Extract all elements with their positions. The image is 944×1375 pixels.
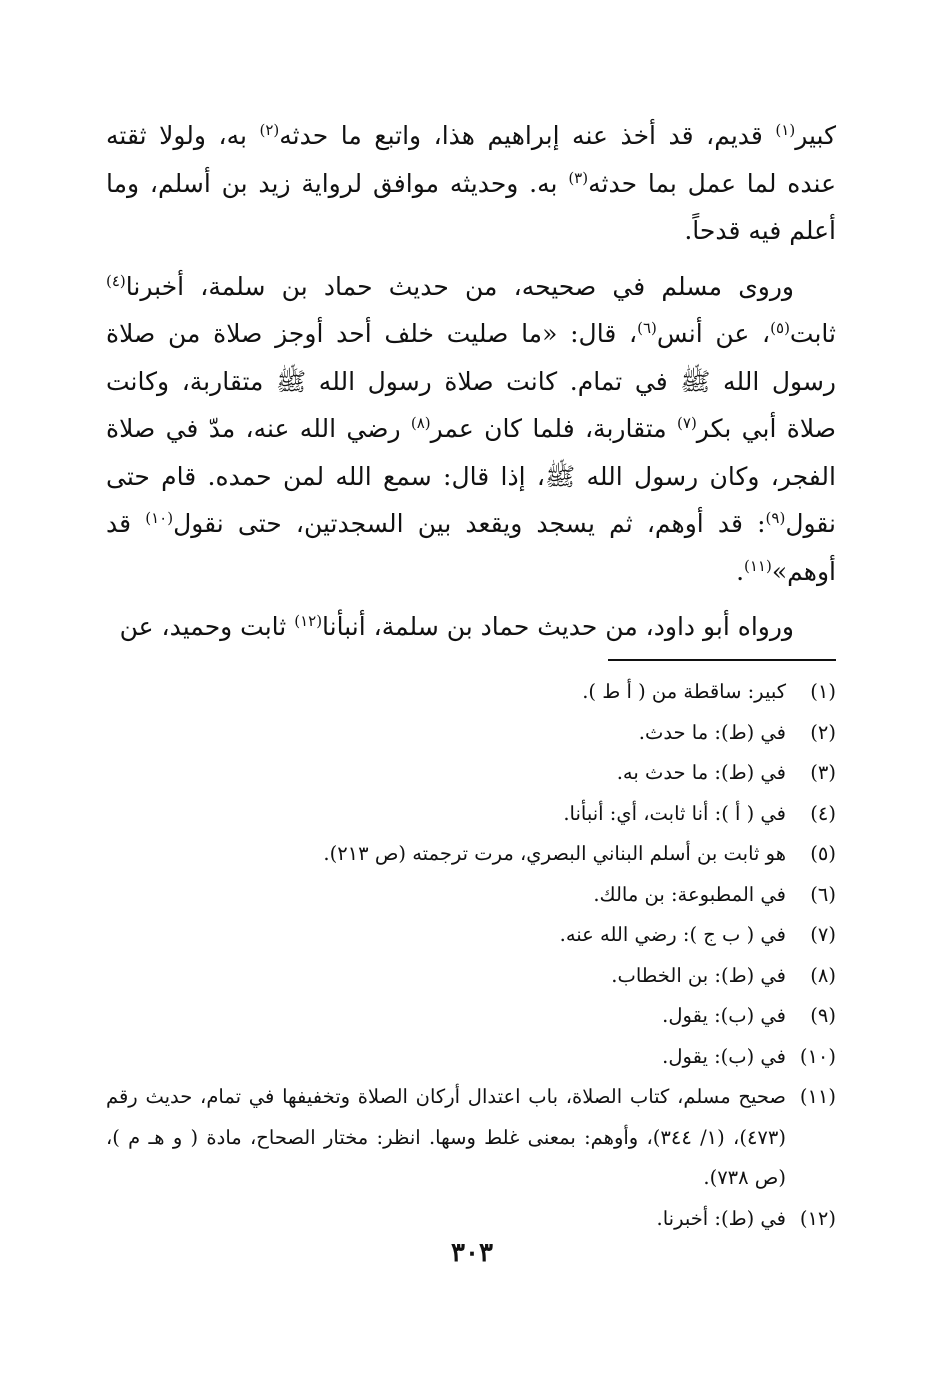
- paragraph-2: [106, 263, 836, 596]
- text-run: رضي الله عنه، مدّ في صلاة الفجر، وكان رسول الله ﷺ، إذا قال: سمع الله لمن حمده. قام حتى نقول: [106, 414, 836, 538]
- footnote-number: (١): [810, 680, 836, 703]
- footnote-text: في (ط): أخبرنا.: [656, 1206, 786, 1230]
- footnote-text: في (ب): يقول.: [662, 1044, 786, 1068]
- footnote-number: (٤): [810, 801, 836, 825]
- footnote-ref-8[interactable]: (٨): [410, 414, 431, 432]
- text-run: ثابت: [789, 319, 837, 348]
- footnote-4: [106, 794, 836, 835]
- footnote-ref-6[interactable]: (٦): [637, 319, 657, 337]
- footnote-text: كبير: ساقطة من ( أ ط ).: [582, 680, 786, 703]
- footnote-number: (٥): [810, 842, 836, 865]
- text-run: كبير: [795, 121, 836, 150]
- footnote-number: (١٠): [799, 1044, 836, 1068]
- footnote-text: في (ط): ما حدث.: [638, 720, 786, 744]
- footnote-number: (٦): [810, 882, 836, 906]
- footnote-9: [106, 996, 836, 1037]
- footnote-1: [106, 672, 836, 713]
- footnote-10: [106, 1037, 836, 1078]
- text-run: به، ولولا ثقته عنده لما عمل بما حدثه: [106, 121, 836, 198]
- footnote-ref-3[interactable]: (٣): [568, 168, 589, 187]
- footnote-text: في (ط): ما حدث به.: [616, 761, 786, 784]
- footnote-ref-11[interactable]: (١١): [744, 556, 772, 575]
- paragraph-3: [106, 603, 836, 651]
- footnote-6: [106, 875, 836, 916]
- footnote-5: [106, 834, 836, 875]
- footnote-2: [106, 713, 836, 754]
- footnote-number: (٣): [810, 761, 836, 784]
- footnote-text: في ( أ ): أنا ثابت، أي: أنبأنا.: [563, 801, 786, 825]
- footnote-3: [106, 753, 836, 794]
- text-run: ، عن أنس: [656, 319, 771, 348]
- footnote-text: في المطبوعة: بن مالك.: [593, 882, 786, 906]
- footnote-text: في ( ب ج ): رضي الله عنه.: [559, 923, 786, 946]
- footnote-ref-7[interactable]: (٧): [677, 414, 697, 432]
- footnote-ref-5[interactable]: (٥): [770, 319, 790, 337]
- footnote-7: [106, 915, 836, 956]
- footnote-number: (١١): [799, 1085, 836, 1108]
- footnote-11: [106, 1077, 836, 1199]
- text-run: ثابت وحميد، عن: [119, 612, 295, 641]
- footnote-number: (٨): [810, 963, 836, 987]
- text-run: ، قال: «ما صليت خلف أحد أوجز صلاة من صلاة رسول الله ﷺ في تمام. كانت صلاة رسول الله ﷺ متقاربة، وكانت صلاة أبي بكر: [106, 319, 837, 443]
- footnote-text: في (ط): بن الخطاب.: [611, 963, 786, 987]
- text-run: قد أوهم»: [106, 509, 836, 586]
- footnote-ref-9[interactable]: (٩): [765, 509, 786, 527]
- page-number: ٣٠٣: [451, 1238, 493, 1268]
- footnote-separator: [608, 659, 836, 661]
- footnote-number: (١٢): [799, 1206, 836, 1230]
- text-run: قديم، قد أخذ عنه إبراهيم هذا، واتبع ما حدثه: [279, 121, 776, 150]
- text-run: وروى مسلم في صحيحه، من حديث حماد بن سلمة، أخبرنا: [125, 271, 794, 301]
- main-text: [106, 112, 836, 659]
- text-run: : قد أوهم، ثم يسجد ويقعد بين السجدتين، حتى نقول: [173, 509, 766, 538]
- footnote-text: صحيح مسلم، كتاب الصلاة، باب اعتدال أركان الصلاة وتخفيفها في تمام، حديث رقم (٤٧٣)، (١/ ٣٤٤)، وأوهم: بمعنى غلط وسها. انظر: مختار الصحاح، مادة ( و هـ م )، (ص ٧٣٨).: [106, 1085, 786, 1189]
- footnote-number: (٧): [810, 923, 836, 946]
- footnote-ref-4[interactable]: (٤): [106, 271, 126, 290]
- footnote-ref-10[interactable]: (١٠): [145, 509, 174, 527]
- footnote-ref-2[interactable]: (٢): [259, 121, 280, 139]
- footnote-ref-12[interactable]: (١٢): [294, 612, 323, 630]
- text-run: متقاربة، فلما كان عمر: [430, 414, 678, 443]
- footnote-number: (٢): [810, 720, 836, 744]
- footnotes: [106, 672, 836, 1239]
- text-run: .: [736, 556, 745, 586]
- text-run: ورواه أبو داود، من حديث حماد بن سلمة، أنبأنا: [322, 612, 794, 641]
- footnote-12: [106, 1199, 836, 1240]
- footnote-number: (٩): [810, 1004, 836, 1027]
- footnote-text: في (ب): يقول.: [662, 1004, 786, 1027]
- paragraph-1: [106, 112, 836, 255]
- footnote-text: هو ثابت بن أسلم البناني البصري، مرت ترجمته (ص ٢١٣).: [323, 842, 786, 865]
- footnote-8: [106, 956, 836, 997]
- footnote-ref-1[interactable]: (١): [775, 121, 796, 139]
- text-run: به. وحديثه موافق لرواية زيد بن أسلم، وما أعلم فيه قدحاً.: [106, 168, 836, 245]
